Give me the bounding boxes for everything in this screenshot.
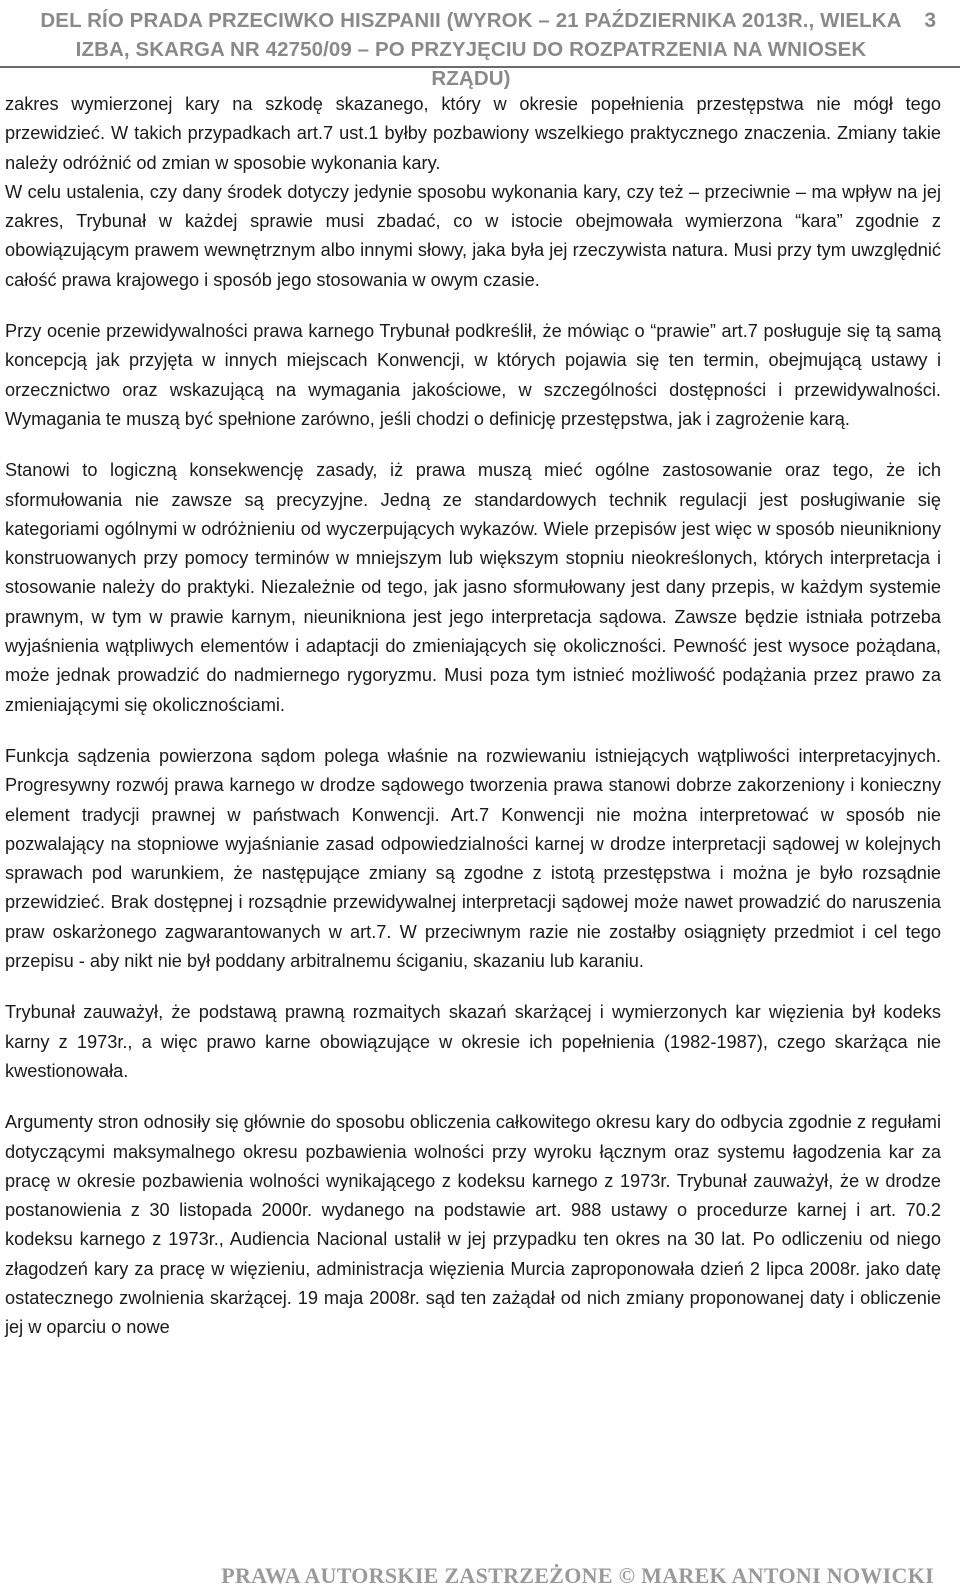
- running-title: [36, 6, 906, 93]
- paragraph-3: Przy ocenie przewidywalności prawa karnego Trybunał podkreślił, że mówiąc o “prawie” art.7 posługuje się tą samą koncepcją jak przyjęta w innych miejscach Konwencji, w których pojawia się ten termin, obejmującą ustawy i orzecznictwo oraz wskazującą na wymagania jakościowe, w szczególności dostępności i przewidywalności. Wymagania te muszą być spełnione zarówno, jeśli chodzi o definicję przestępstwa, jak i zagrożenie karą.: [5, 321, 941, 429]
- paragraph-6: Trybunał zauważył, że podstawą prawną rozmaitych skazań skarżącej i wymierzonych kar więzienia był kodeks karny z 1973r., a więc prawo karne obowiązujące w okresie ich popełnienia (1982-1987), czego skarżąca nie kwestionowała.: [5, 1002, 941, 1081]
- paragraph-2: W celu ustalenia, czy dany środek dotyczy jedynie sposobu wykonania kary, czy też – przeciwnie – ma wpływ na jej zakres, Trybunał w każdej sprawie musi zbadać, co w istocie obejmowała wymierzona “kara” zgodnie z obowiązującym prawem wewnętrznym albo innymi słowy, jaka była jej rzeczywista natura. Musi przy tym uwzględnić całość prawa krajowego i sposób jego stosowania w owym czasie.: [5, 181, 941, 290]
- document-body: [5, 90, 941, 1343]
- running-title-line-2: IZBA, SKARGA NR 42750/09 – PO PRZYJĘCIU DO ROZPATRZENIA NA WNIOSEK RZĄDU): [75, 38, 867, 90]
- running-title-line-1: DEL RÍO PRADA PRZECIWKO HISZPANII (WYROK – 21 PAŹDZIERNIKA 2013R., WIELKA: [40, 9, 902, 32]
- copyright-footer: PRAWA AUTORSKIE ZASTRZEŻONE © MAREK ANTONI NOWICKI: [221, 1563, 934, 1588]
- paragraph-4: Stanowi to logiczną konsekwencję zasady, iż prawa muszą mieć ogólne zastosowanie oraz tego, że ich sformułowania nie zawsze są precyzyjne. Jedną ze standardowych technik regulacji jest posługiwanie się kategoriami ogólnymi w odróżnieniu od wyczerpujących wykazów. Wiele przepisów jest więc w sposób nieunikniony konstruowanych przy pomocy terminów w mniejszym lub większym stopniu nieokreślonych, których interpretacja i stosowanie należy do praktyki. Niezależnie od tego, jak jasno sformułowany jest dany przepis, w każdym systemie prawnym, w tym w prawie karnym, nieunikniona jest jego interpretacja sądowa. Zawsze będzie istniała potrzeba wyjaśnienia wątpliwych elementów i adaptacji do zmieniających się okoliczności. Pewność jest wysoce pożądana, może jednak prowadzić do nadmiernego rygoryzmu. Musi poza tym istnieć możliwość podążania przez prawo za zmieniającymi się okolicznościami.: [5, 460, 941, 715]
- page-header: [0, 4, 960, 90]
- paragraph-5: Funkcja sądzenia powierzona sądom polega właśnie na rozwiewaniu istniejących wątpliwości interpretacyjnych. Progresywny rozwój prawa karnego w drodze sądowego tworzenia prawa stanowi dobrze zakorzeniony i konieczny element tradycji prawnej w państwach Konwencji. Art.7 Konwencji nie można interpretować w sposób nie pozwalający na stopniowe wyjaśnianie zasad odpowiedzialności karnej w drodze interpretacji sądowej w kolejnych sprawach pod warunkiem, że następujące zmiany są zgodne z istotą przestępstwa i można je było rozsądnie przewidzieć. Brak dostępnej i rozsądnie przewidywalnej interpretacji sądowej może nawet prowadzić do naruszenia praw oskarżonego zagwarantowanych w art.7. W przeciwnym razie nie zostałby osiągnięty przedmiot i cel tego przepisu - aby nikt nie był poddany arbitralnemu ściganiu, skazaniu lub karaniu.: [5, 745, 941, 972]
- page-number: 3: [924, 9, 936, 32]
- paragraph-7: Argumenty stron odnosiły się głównie do sposobu obliczenia całkowitego okresu kary do odbycia zgodnie z regułami dotyczącymi maksymalnego okresu pozbawienia wolności przy wyroku łącznym oraz systemu łagodzenia kar za pracę w okresie pozbawienia wolności wynikającego z kodeksu karnego z 1973r. Trybunał zauważył, że w drodze postanowienia z 30 listopada 2000r. wydanego na podstawie art. 988 ustawy o procedurze karnej i art. 70.2 kodeksu karnego z 1973r., Audiencia Nacional ustalił w jej przypadku ten okres na 30 lat. Po odliczeniu od niego złagodzeń kary za pracę w więzieniu, administracja więzienia Murcia zaproponowała dzień 2 lipca 2008r. jako datę ostatecznego zwolnienia skarżącej. 19 maja 2008r. sąd ten zażądał od nich zmiany proponowanej daty i obliczenie jej w oparciu o nowe: [5, 1112, 941, 1338]
- paragraph-1: zakres wymierzonej kary na szkodę skazanego, który w okresie popełnienia przestępstwa nie mógł tego przewidzieć. W takich przypadkach art.7 ust.1 byłby pozbawiony wszelkiego praktycznego znaczenia. Zmiany takie należy odróżnić od zmian w sposobie wykonania kary.: [5, 94, 941, 173]
